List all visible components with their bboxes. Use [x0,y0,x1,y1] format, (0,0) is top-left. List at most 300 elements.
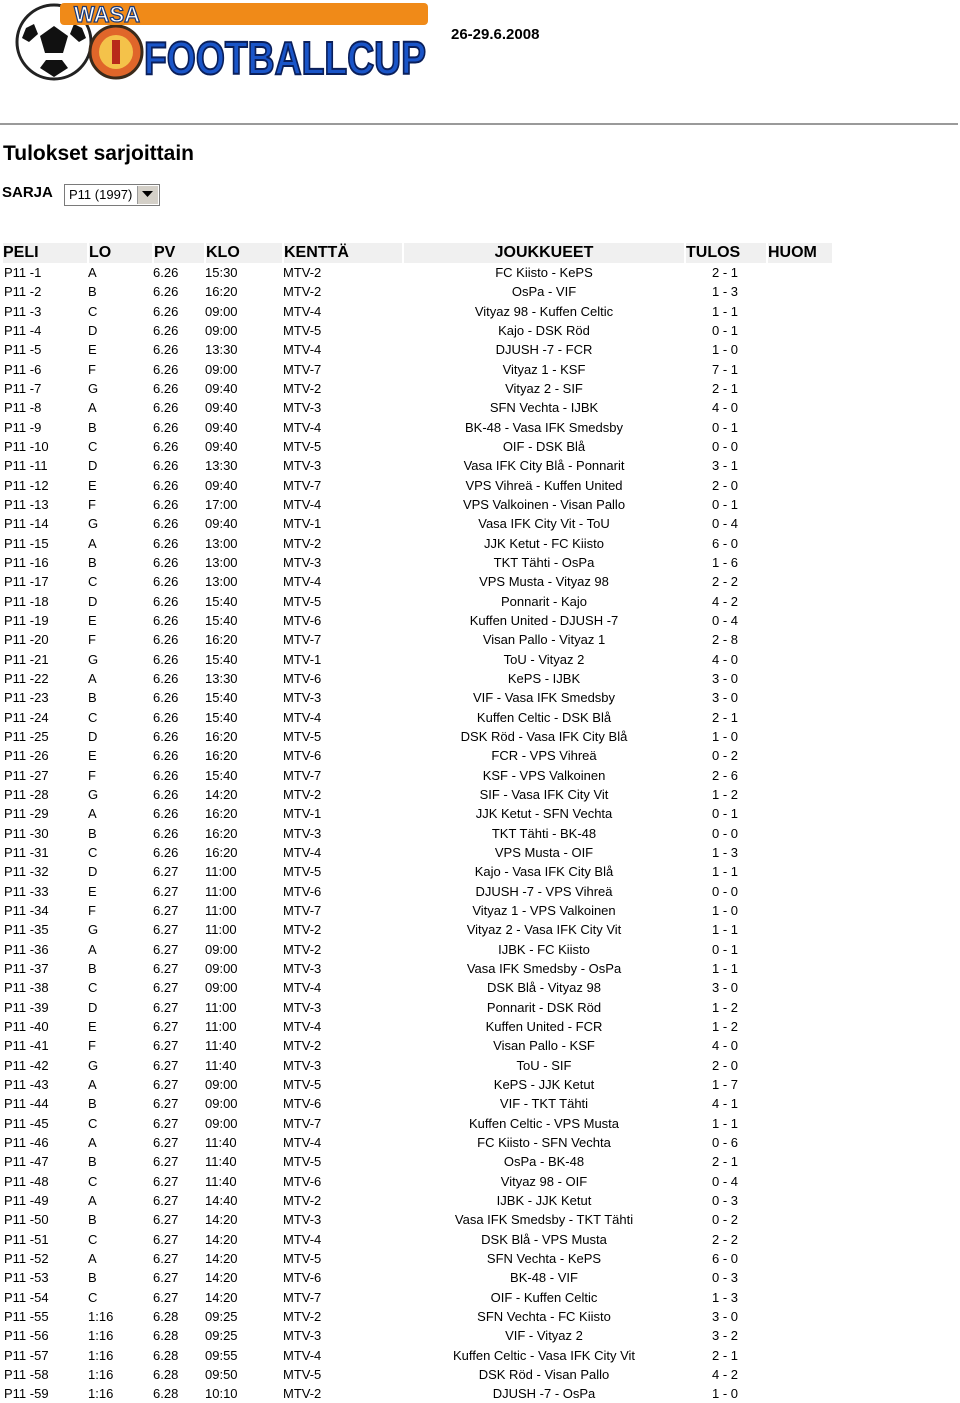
cell-klo: 09:00 [205,323,238,339]
cell-kentta: MTV-1 [283,651,322,667]
cell-klo: 15:40 [205,613,238,629]
cell-joukkueet: Visan Pallo - Vityaz 1 [482,632,606,648]
cell-kentta: MTV-2 [283,941,322,957]
cell-lo: E [88,477,97,493]
cell-peli: P11 -3 [4,303,42,319]
cell-joukkueet: KePS - JJK Ketut [493,1076,595,1092]
table-row [3,263,833,282]
cell-kentta: MTV-4 [283,574,322,590]
cell-peli: P11 -28 [4,787,49,803]
cell-peli: P11 -8 [4,400,42,416]
cell-joukkueet: Vityaz 2 - Vasa IFK City Vit [466,922,622,938]
cell-peli: P11 -35 [4,922,49,938]
cell-tulos: 0 - 0 [712,825,739,841]
cell-huom [767,708,833,727]
table-row [3,688,833,707]
cell-klo: 11:40 [205,1057,237,1073]
table-row [3,959,833,978]
logo-footballcup-text: FOOTBALLCUP [144,32,426,84]
cell-klo: 15:40 [205,593,238,609]
cell-kentta: MTV-2 [283,265,322,281]
cell-peli: P11 -32 [4,864,49,880]
cell-kentta: MTV-2 [283,1038,322,1054]
table-row [3,1094,833,1113]
cell-peli: P11 -46 [4,1134,49,1150]
cell-tulos: 1 - 1 [712,922,739,938]
cell-peli: P11 -23 [4,690,49,706]
cell-lo: C [88,709,98,725]
cell-kentta: MTV-6 [283,1173,322,1189]
cell-peli: P11 -55 [4,1308,49,1324]
cell-klo: 09:00 [205,941,238,957]
cell-joukkueet: SFN Vechta - FC Kiisto [477,1308,611,1324]
cell-tulos: 1 - 2 [712,999,739,1015]
cell-kentta: MTV-4 [283,1018,322,1034]
cell-kentta: MTV-4 [283,1347,322,1363]
cell-kentta: MTV-3 [283,400,322,416]
cell-tulos: 1 - 3 [712,845,739,860]
cell-tulos: 1 - 0 [712,1386,739,1402]
cell-peli: P11 -21 [4,651,49,667]
cell-joukkueet: JJK Ketut - SFN Vechta [475,806,613,822]
cell-tulos: 0 - 3 [712,1192,739,1208]
cell-lo: E [88,1018,97,1034]
cell-peli: P11 -42 [4,1057,49,1073]
cell-tulos: 2 - 1 [712,1154,739,1170]
cell-peli: P11 -47 [4,1154,49,1170]
cell-huom [767,669,833,688]
cell-huom [767,398,833,417]
table-row [3,360,833,379]
cell-tulos: 0 - 1 [712,323,739,339]
table-row [3,1365,833,1384]
cell-joukkueet: DSK Blå - VPS Musta [481,1231,607,1247]
cell-huom [767,1191,833,1210]
cell-tulos: 2 - 1 [712,265,739,281]
cell-klo: 16:20 [205,825,238,841]
cell-peli: P11 -19 [4,613,49,629]
cell-pv: 6.27 [153,902,179,918]
cell-kentta: MTV-2 [283,787,322,803]
cell-peli: P11 -11 [4,458,48,474]
cell-kentta: MTV-4 [283,1231,322,1247]
cell-peli: P11 -53 [4,1270,49,1286]
cell-pv: 6.27 [153,960,179,976]
cell-klo: 16:20 [205,845,238,860]
cell-tulos: 6 - 0 [712,535,739,551]
cell-peli: P11 -26 [4,748,49,764]
cell-kentta: MTV-3 [283,825,322,841]
cell-tulos: 1 - 2 [712,1018,739,1034]
cell-lo: G [88,1057,99,1073]
cell-tulos: 2 - 1 [712,381,739,397]
cell-lo: C [88,303,98,319]
cell-lo: A [88,1192,97,1208]
cell-tulos: 0 - 4 [712,1173,739,1189]
cell-huom [767,939,833,958]
cell-tulos: 2 - 2 [712,1231,739,1247]
cell-joukkueet: IJBK - JJK Ketut [496,1192,592,1208]
cell-peli: P11 -59 [4,1386,49,1402]
cell-tulos: 0 - 1 [712,497,739,513]
cell-tulos: 1 - 0 [712,342,739,358]
cell-pv: 6.27 [153,1134,179,1150]
cell-peli: P11 -54 [4,1289,49,1305]
cell-huom [767,862,833,881]
cell-pv: 6.27 [153,1154,179,1170]
cell-tulos: 1 - 7 [712,1076,739,1092]
cell-kentta: MTV-6 [283,748,322,764]
table-row [3,882,833,901]
table-row [3,1287,833,1306]
cell-joukkueet: Vasa IFK City Vit - ToU [478,516,610,532]
cell-joukkueet: Kuffen Celtic - VPS Musta [468,1115,620,1131]
cell-tulos: 3 - 2 [712,1328,739,1344]
cell-peli: P11 -41 [4,1038,49,1054]
cell-klo: 09:40 [205,477,238,493]
cell-lo: A [88,1076,97,1092]
cell-joukkueet: FC Kiisto - KePS [495,265,593,281]
cell-kentta: MTV-4 [283,980,322,996]
cell-klo: 14:20 [205,1270,238,1286]
cell-pv: 6.26 [153,516,179,532]
wasa-footballcup-logo [16,2,428,82]
cell-huom [767,456,833,475]
cell-lo: F [88,497,96,513]
table-row [3,997,833,1016]
cell-pv: 6.27 [153,1173,179,1189]
cell-klo: 14:20 [205,1289,238,1305]
cell-klo: 11:40 [205,1173,237,1189]
cell-huom [767,1075,833,1094]
cell-tulos: 1 - 1 [712,303,739,319]
table-row [3,824,833,843]
cell-lo: A [88,1134,97,1150]
cell-joukkueet: VPS Musta - OIF [494,845,594,860]
cell-klo: 11:00 [205,864,237,880]
cell-kentta: MTV-5 [283,729,322,745]
cell-joukkueet: Kajo - DSK Röd [498,323,590,339]
cell-klo: 11:00 [205,1018,237,1034]
cell-joukkueet: TKT Tähti - BK-48 [491,825,597,841]
cell-tulos: 1 - 2 [712,787,739,803]
cell-pv: 6.26 [153,748,179,764]
table-row [3,766,833,785]
cell-kentta: MTV-5 [283,323,322,339]
cell-joukkueet: Vityaz 1 - VPS Valkoinen [472,902,616,918]
cell-pv: 6.26 [153,767,179,783]
table-row [3,1210,833,1229]
cell-lo: B [88,555,97,571]
cell-klo: 13:30 [205,671,238,687]
cell-kentta: MTV-6 [283,613,322,629]
sarja-select[interactable] [64,184,160,206]
cell-klo: 11:00 [205,902,237,918]
table-row [3,1036,833,1055]
table-row [3,669,833,688]
cell-tulos: 1 - 3 [712,284,739,300]
cell-kentta: MTV-7 [283,477,322,493]
cell-klo: 09:25 [205,1328,238,1344]
cell-huom [767,321,833,340]
cell-pv: 6.26 [153,323,179,339]
table-row [3,1345,833,1364]
cell-kentta: MTV-3 [283,999,322,1015]
cell-pv: 6.28 [153,1386,179,1402]
cell-tulos: 4 - 1 [712,1096,739,1112]
cell-joukkueet: DSK Röd - Visan Pallo [478,1366,610,1382]
cell-kentta: MTV-6 [283,1270,322,1286]
cell-tulos: 1 - 0 [712,729,739,745]
cell-lo: D [88,458,98,474]
cell-pv: 6.27 [153,1192,179,1208]
cell-kentta: MTV-5 [283,1250,322,1266]
cell-peli: P11 -39 [4,999,49,1015]
cell-pv: 6.27 [153,980,179,996]
cell-joukkueet: KSF - VPS Valkoinen [482,767,606,783]
table-row [3,1249,833,1268]
cell-kentta: MTV-2 [283,381,322,397]
cell-lo: A [88,1250,97,1266]
table-row [3,785,833,804]
cell-pv: 6.26 [153,439,179,455]
cell-kentta: MTV-3 [283,1057,322,1073]
cell-peli: P11 -58 [4,1366,49,1382]
sarja-dropdown-button[interactable] [137,186,158,204]
cell-peli: P11 -6 [4,361,42,377]
table-row [3,1171,833,1190]
cell-kentta: MTV-5 [283,1366,322,1382]
cell-klo: 14:20 [205,787,238,803]
cell-peli: P11 -45 [4,1115,49,1131]
cell-pv: 6.26 [153,845,179,860]
cell-joukkueet: VPS Musta - Vityaz 98 [479,574,609,590]
table-row [3,843,833,862]
cell-kentta: MTV-3 [283,960,322,976]
cell-tulos: 0 - 1 [712,419,739,435]
cell-joukkueet: FC Kiisto - SFN Vechta [477,1134,611,1150]
cell-kentta: MTV-4 [283,1134,322,1150]
cell-lo: A [88,265,97,281]
cell-lo: G [88,651,99,667]
cell-kentta: MTV-5 [283,1154,322,1170]
cell-lo: D [88,999,98,1015]
cell-huom [767,843,833,862]
cell-kentta: MTV-5 [283,1076,322,1092]
cell-joukkueet: Kajo - Vasa IFK City Blå [474,864,614,880]
cell-pv: 6.27 [153,1076,179,1092]
cell-joukkueet: IJBK - FC Kiisto [498,941,590,957]
cell-tulos: 3 - 0 [712,671,739,687]
cell-joukkueet: TKT Tähti - OsPa [493,555,595,571]
table-row [3,804,833,823]
table-row [3,340,833,359]
cell-klo: 15:40 [205,709,238,725]
cell-peli: P11 -30 [4,825,49,841]
cell-peli: P11 -48 [4,1173,49,1189]
cell-pv: 6.26 [153,535,179,551]
table-row [3,553,833,572]
cell-huom [767,379,833,398]
cell-klo: 09:00 [205,980,238,996]
cell-lo: B [88,1212,97,1228]
cell-klo: 14:40 [205,1192,238,1208]
cell-joukkueet: Visan Pallo - KSF [493,1038,595,1054]
cell-peli: P11 -12 [4,477,49,493]
cell-tulos: 4 - 0 [712,400,739,416]
cell-tulos: 7 - 1 [712,361,739,377]
cell-huom [767,1036,833,1055]
cell-klo: 15:30 [205,265,238,281]
table-row [3,1055,833,1074]
cell-joukkueet: OsPa - BK-48 [503,1154,585,1170]
cell-klo: 09:25 [205,1308,238,1324]
cell-huom [767,1229,833,1248]
cell-lo: A [88,400,97,416]
cell-kentta: MTV-4 [283,419,322,435]
cell-pv: 6.28 [153,1328,179,1344]
cell-joukkueet: OIF - DSK Blå [502,439,586,455]
cell-joukkueet: DJUSH -7 - OsPa [492,1386,596,1402]
cell-kentta: MTV-3 [283,1212,322,1228]
cell-klo: 09:00 [205,1115,238,1131]
cell-pv: 6.26 [153,806,179,822]
cell-kentta: MTV-5 [283,864,322,880]
table-row [3,901,833,920]
cell-lo: C [88,1289,98,1305]
cell-klo: 11:40 [205,1038,237,1054]
cell-kentta: MTV-2 [283,1308,322,1324]
cell-lo: B [88,1154,97,1170]
table-row [3,282,833,301]
cell-klo: 16:20 [205,632,238,648]
cell-joukkueet: SFN Vechta - KePS [486,1250,602,1266]
cell-tulos: 2 - 8 [712,632,739,648]
cell-pv: 6.26 [153,632,179,648]
cell-huom [767,572,833,591]
cell-peli: P11 -44 [4,1096,49,1112]
cell-tulos: 3 - 0 [712,980,739,996]
cell-pv: 6.26 [153,400,179,416]
cell-klo: 17:00 [205,497,238,513]
table-row [3,978,833,997]
cell-kentta: MTV-4 [283,709,322,725]
table-row [3,1113,833,1132]
cell-joukkueet: Vityaz 98 - OIF [500,1173,588,1189]
cell-huom [767,978,833,997]
cell-pv: 6.27 [153,1018,179,1034]
cell-tulos: 0 - 2 [712,748,739,764]
cell-huom [767,630,833,649]
cell-kentta: MTV-3 [283,458,322,474]
cell-pv: 6.26 [153,458,179,474]
cell-peli: P11 -13 [4,497,49,513]
cell-peli: P11 -18 [4,593,49,609]
cell-huom [767,360,833,379]
cell-lo: F [88,1038,96,1054]
cell-huom [767,1384,833,1403]
cell-huom [767,263,833,282]
cell-pv: 6.26 [153,342,179,358]
cell-pv: 6.26 [153,477,179,493]
cell-lo: F [88,632,96,648]
cell-kentta: MTV-4 [283,342,322,358]
cell-huom [767,514,833,533]
cell-lo: C [88,1115,98,1131]
cell-pv: 6.27 [153,1289,179,1305]
col-header-lo: LO [88,243,153,263]
cell-pv: 6.26 [153,709,179,725]
cell-huom [767,476,833,495]
cell-kentta: MTV-1 [283,516,322,532]
cell-lo: B [88,960,97,976]
cell-huom [767,1171,833,1190]
table-row [3,1152,833,1171]
cell-pv: 6.26 [153,381,179,397]
cell-kentta: MTV-5 [283,593,322,609]
cell-lo: 1:16 [88,1328,114,1344]
cell-klo: 14:20 [205,1231,238,1247]
cell-tulos: 1 - 1 [712,864,739,880]
cell-lo: B [88,284,97,300]
cell-peli: P11 -7 [4,381,42,397]
cell-huom [767,282,833,301]
cell-peli: P11 -43 [4,1076,49,1092]
cell-pv: 6.26 [153,593,179,609]
cell-huom [767,959,833,978]
cell-joukkueet: Kuffen Celtic - DSK Blå [476,709,612,725]
cell-lo: D [88,323,98,339]
cell-huom [767,882,833,901]
cell-huom [767,534,833,553]
cell-huom [767,746,833,765]
table-row [3,456,833,475]
cell-huom [767,340,833,359]
cell-tulos: 0 - 4 [712,516,739,532]
cell-peli: P11 -36 [4,941,49,957]
cell-peli: P11 -27 [4,767,49,783]
cell-huom [767,997,833,1016]
cell-huom [767,1365,833,1384]
cell-peli: P11 -33 [4,883,49,899]
cell-kentta: MTV-3 [283,1328,322,1344]
cell-lo: E [88,342,97,358]
cell-huom [767,1249,833,1268]
cell-pv: 6.27 [153,1270,179,1286]
cell-lo: B [88,825,97,841]
cell-huom [767,592,833,611]
cell-kentta: MTV-2 [283,1386,322,1402]
logo-wasa-text: WASA [74,2,140,27]
table-row [3,437,833,456]
cell-lo: A [88,671,97,687]
table-row [3,1075,833,1094]
cell-pv: 6.26 [153,729,179,745]
table-row [3,476,833,495]
cell-huom [767,824,833,843]
cell-peli: P11 -2 [4,284,42,300]
cell-peli: P11 -17 [4,574,49,590]
cell-peli: P11 -37 [4,960,49,976]
cell-klo: 10:10 [205,1386,238,1402]
cell-pv: 6.26 [153,265,179,281]
cell-huom [767,1268,833,1287]
col-header-klo: KLO [205,243,283,263]
cell-tulos: 0 - 3 [712,1270,739,1286]
cell-kentta: MTV-7 [283,902,322,918]
table-row [3,1017,833,1036]
cell-klo: 09:40 [205,516,238,532]
